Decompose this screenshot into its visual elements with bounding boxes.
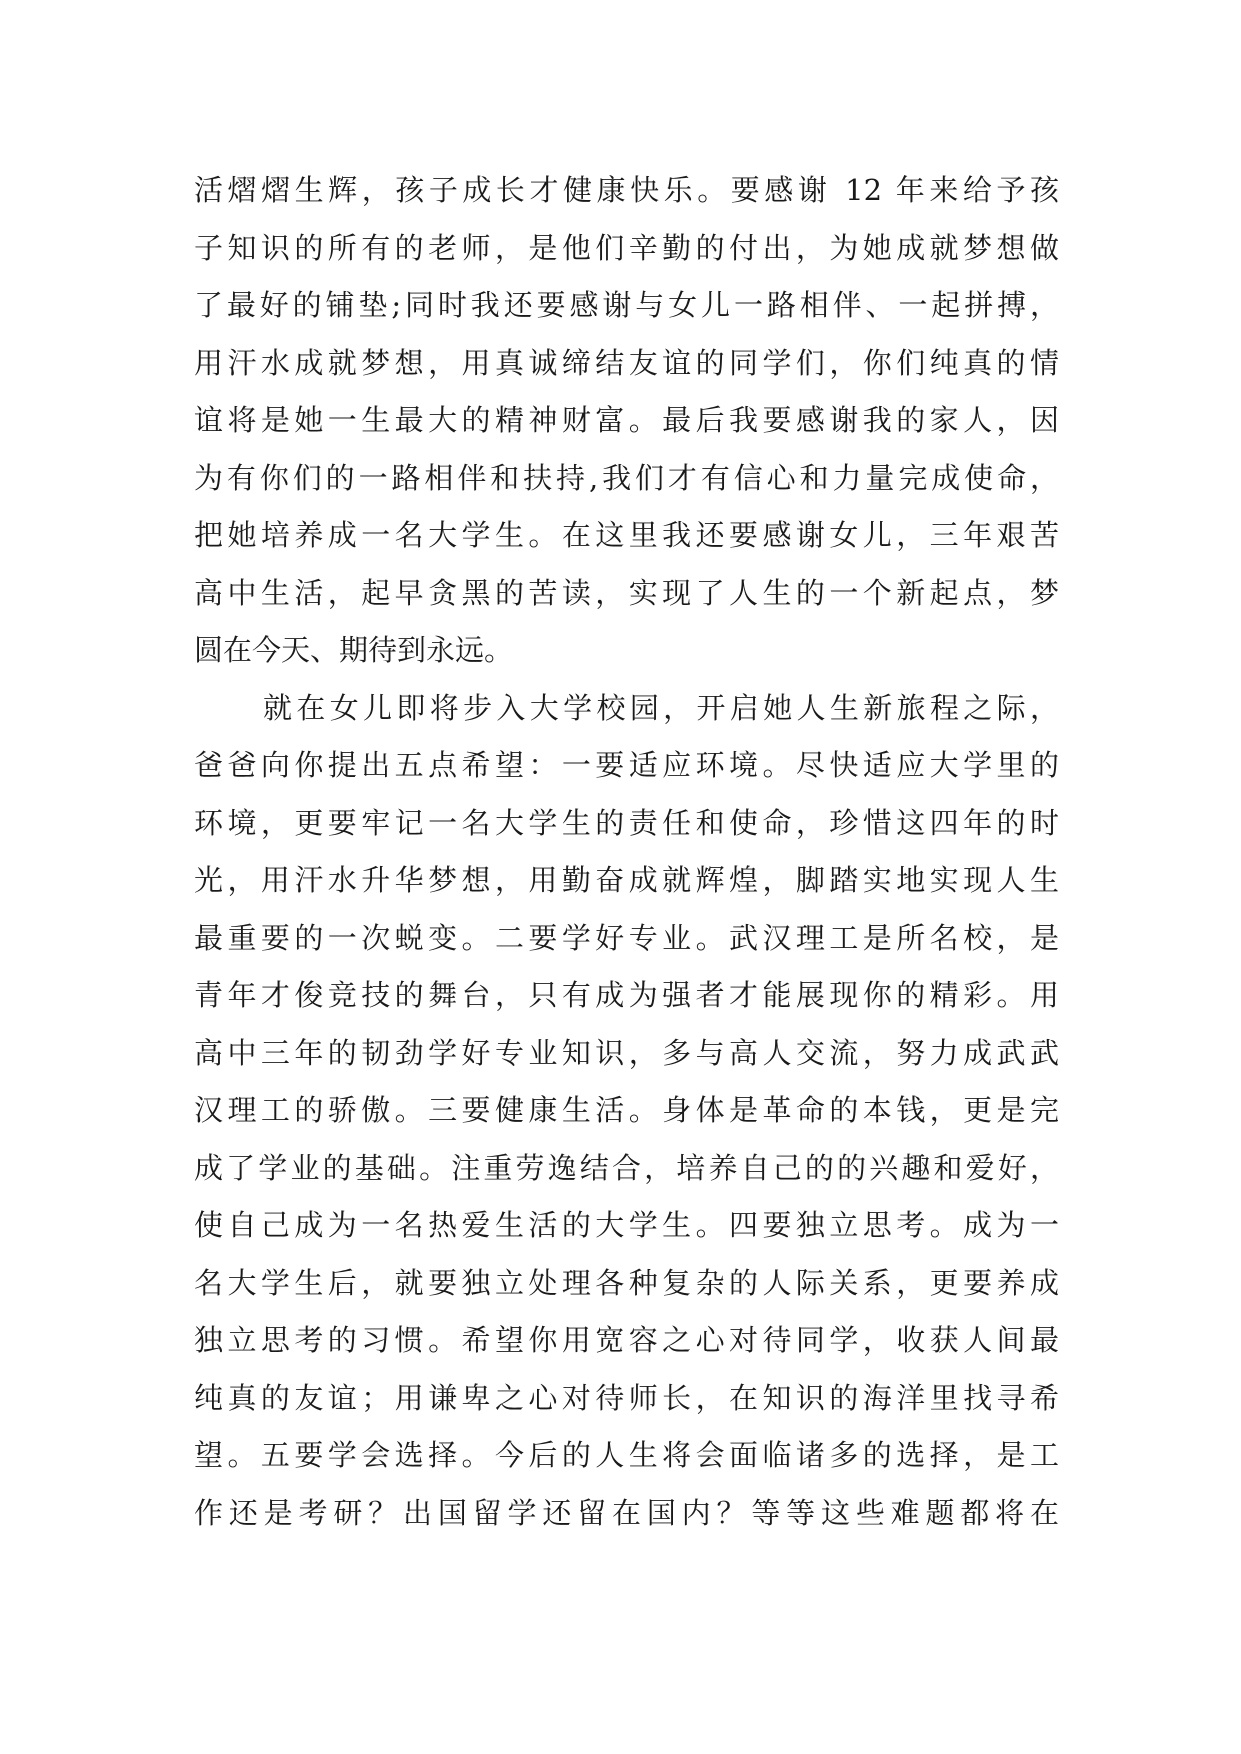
text-line: 成了学业的基础。注重劳逸结合，培养自己的的兴趣和爱好， (194, 1150, 1059, 1185)
text-line: 独立思考的习惯。希望你用宽容之心对待同学，收获人间最 (194, 1323, 1059, 1357)
text-line: 圆在今天、期待到永远。 (194, 633, 514, 667)
text-line: 了最好的铺垫;同时我还要感谢与女儿一路相伴、一起拼搏， (194, 288, 1059, 322)
text-line: 高中生活，起早贪黑的苦读，实现了人生的一个新起点，梦 (194, 575, 1059, 610)
text-line: 使自己成为一名热爱生活的大学生。四要独立思考。成为一 (194, 1208, 1059, 1242)
text-line: 纯真的友谊；用谦卑之心对待师长，在知识的海洋里找寻希 (194, 1380, 1059, 1415)
text-line: 环境，更要牢记一名大学生的责任和使命，珍惜这四年的时 (194, 805, 1059, 840)
text-line: 把她培养成一名大学生。在这里我还要感谢女儿，三年艰苦 (194, 518, 1059, 552)
text-line: 就在女儿即将步入大学校园，开启她人生新旅程之际， (263, 690, 1059, 725)
text-line: 为有你们的一路相伴和扶持,我们才有信心和力量完成使命， (194, 460, 1059, 495)
text-line: 谊将是她一生最大的精神财富。最后我要感谢我的家人，因 (194, 403, 1059, 437)
text-line: 用汗水成就梦想，用真诚缔结友谊的同学们，你们纯真的情 (194, 345, 1059, 380)
text-line: 作还是考研？出国留学还留在国内？等等这些难题都将在 (194, 1495, 1059, 1530)
text-line: 高中三年的韧劲学好专业知识，多与高人交流，努力成武武 (194, 1035, 1059, 1070)
text-line: 青年才俊竞技的舞台，只有成为强者才能展现你的精彩。用 (194, 978, 1059, 1012)
text-line: 活熠熠生辉，孩子成长才健康快乐。要感谢 12 年来给予孩 (194, 173, 1059, 207)
text-line: 最重要的一次蜕变。二要学好专业。武汉理工是所名校，是 (194, 920, 1059, 955)
text-line: 光，用汗水升华梦想，用勤奋成就辉煌，脚踏实地实现人生 (194, 863, 1059, 897)
text-line: 子知识的所有的老师，是他们辛勤的付出，为她成就梦想做 (194, 230, 1059, 265)
text-line: 汉理工的骄傲。三要健康生活。身体是革命的本钱，更是完 (194, 1093, 1059, 1127)
text-line: 名大学生后，就要独立处理各种复杂的人际关系，更要养成 (194, 1265, 1059, 1300)
body-text (194, 162, 1059, 1542)
text-line: 爸爸向你提出五点希望：一要适应环境。尽快适应大学里的 (194, 748, 1059, 782)
text-line: 望。五要学会选择。今后的人生将会面临诸多的选择，是工 (194, 1438, 1059, 1472)
